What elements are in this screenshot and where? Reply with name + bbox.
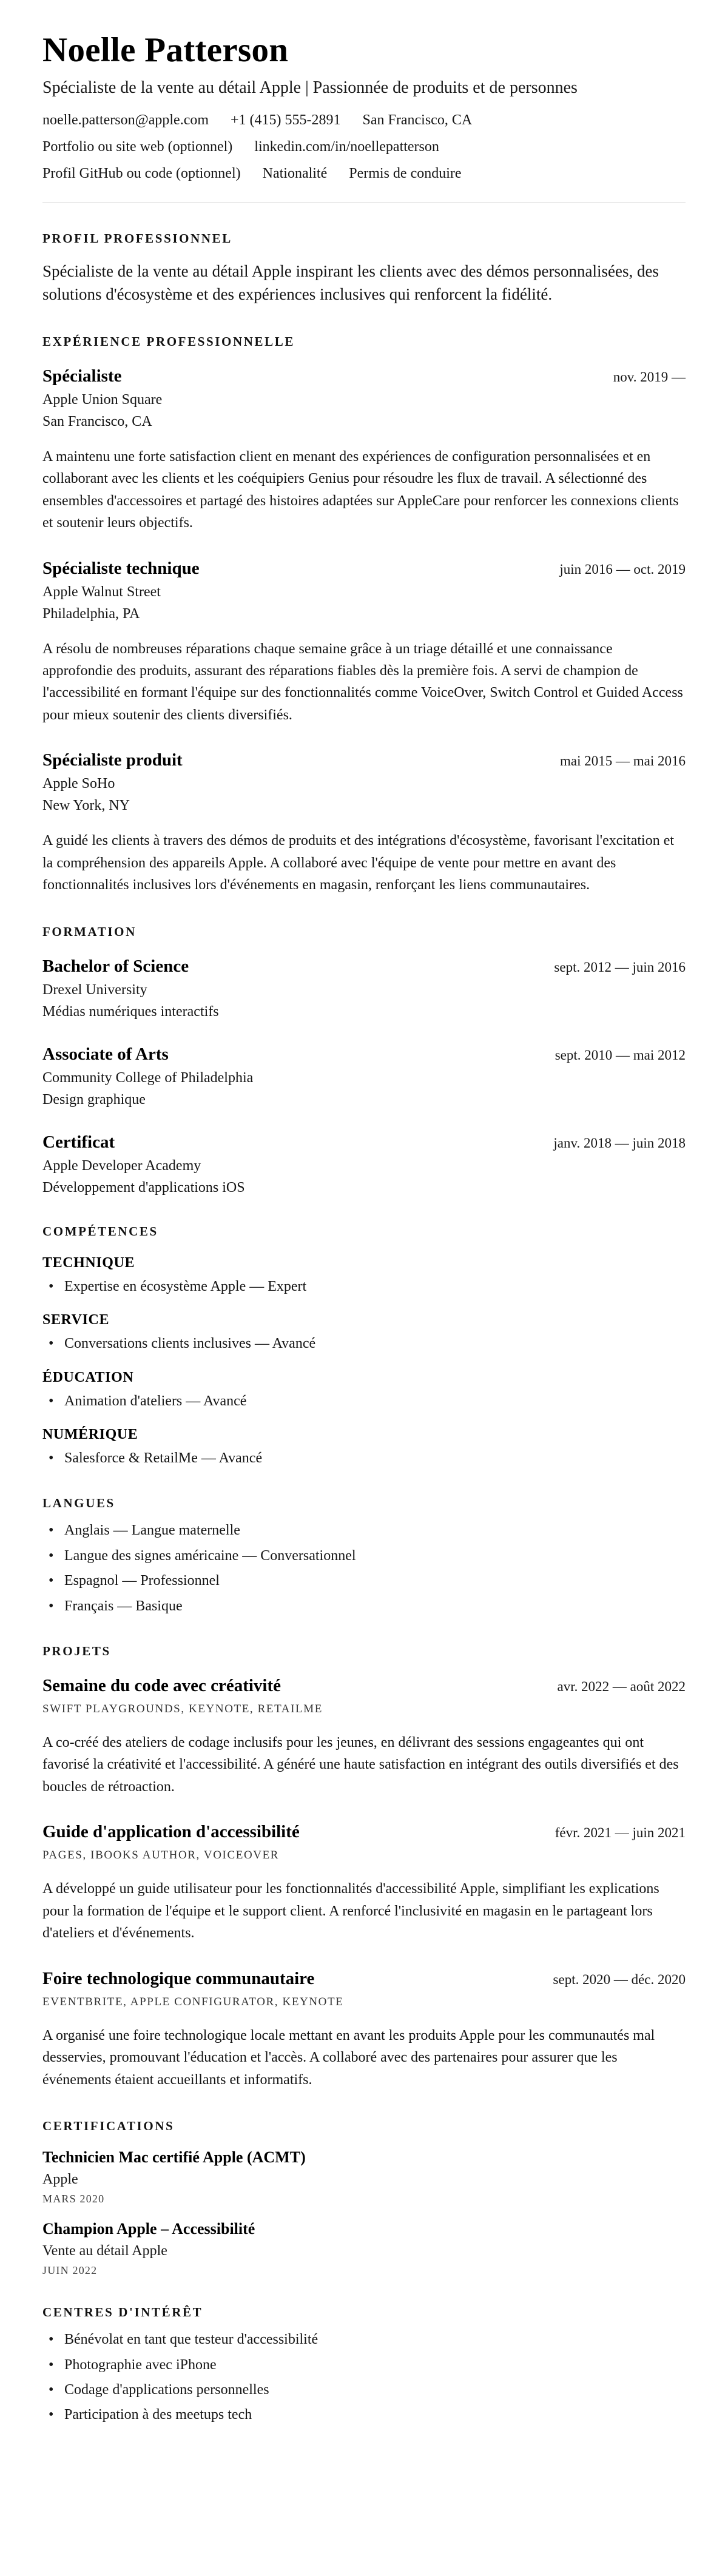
education-entry	[42, 1044, 686, 1108]
job-summary: A maintenu une forte satisfaction client en menant des expériences de configuration personnalisées et en collaborant avec les clients et les coéquipiers Genius pour résoudre les flux de travail. A sélectionné des ensembles d'accessoires et partagé des histoires adaptées sur AppleCare pour renforcer les connexions clients et soutenir leurs objectifs.	[42, 448, 679, 531]
section-title-interests: CENTRES D'INTÉRÊT	[42, 2305, 203, 2320]
experience-entry-head	[42, 559, 686, 579]
skill-list	[42, 1391, 686, 1411]
certification-issuer: Apple	[42, 2171, 78, 2188]
contact-row-3	[42, 166, 686, 182]
certification-issuer: Vente au détail Apple	[42, 2243, 167, 2259]
section-education	[42, 924, 686, 1196]
job-title: Spécialiste	[42, 366, 122, 386]
job-dates: juin 2016 — oct. 2019	[559, 561, 686, 577]
section-title-skills: COMPÉTENCES	[42, 1223, 158, 1239]
experience-entry	[42, 559, 686, 727]
section-experience	[42, 334, 686, 896]
project-tools: EVENTBRITE, APPLE CONFIGURATOR, KEYNOTE	[42, 1995, 344, 2008]
certification-entry	[42, 2220, 686, 2277]
section-interests	[42, 2305, 686, 2425]
job-title: Spécialiste produit	[42, 750, 183, 770]
project-entry	[42, 1969, 686, 2091]
degree-title: Bachelor of Science	[42, 956, 189, 976]
job-title: Spécialiste technique	[42, 558, 200, 578]
project-tools: PAGES, IBOOKS AUTHOR, VOICEOVER	[42, 1849, 280, 1862]
contact-row-2	[42, 139, 686, 155]
interest-item: • Bénévolat en tant que testeur d'accessibilité	[42, 2330, 686, 2349]
language-item: • Langue des signes américaine — Conversationnel	[42, 1546, 686, 1565]
certification-date: MARS 2020	[42, 2193, 105, 2205]
experience-entry-head	[42, 366, 686, 386]
skill-list	[42, 1448, 686, 1468]
contact-nationality: Nationalité	[262, 166, 328, 181]
project-entry-head	[42, 1676, 686, 1696]
contact-portfolio: Portfolio ou site web (optionnel)	[42, 139, 233, 155]
skill-group-label: NUMÉRIQUE	[42, 1426, 138, 1442]
field-of-study: Développement d'applications iOS	[42, 1179, 245, 1196]
skill-item: • Conversations clients inclusives — Avancé	[42, 1334, 686, 1353]
interest-item: • Photographie avec iPhone	[42, 2355, 686, 2375]
person-name: Noelle Patterson	[42, 31, 289, 69]
experience-entry-head	[42, 750, 686, 770]
section-title-projects: PROJETS	[42, 1643, 111, 1658]
section-title-languages: LANGUES	[42, 1496, 115, 1511]
contact-github: Profil GitHub ou code (optionnel)	[42, 166, 241, 181]
school-name: Community College of Philadelphia	[42, 1069, 254, 1086]
contact-location: San Francisco, CA	[362, 112, 473, 128]
language-item: • Anglais — Langue maternelle	[42, 1521, 686, 1540]
resume-header	[42, 30, 686, 203]
project-entry	[42, 1822, 686, 1944]
degree-dates: sept. 2010 — mai 2012	[554, 1047, 686, 1063]
language-list	[42, 1521, 686, 1616]
experience-entry	[42, 366, 686, 534]
skill-item: • Animation d'ateliers — Avancé	[42, 1391, 686, 1411]
section-title-education: FORMATION	[42, 924, 136, 939]
skill-item: • Expertise en écosystème Apple — Expert	[42, 1277, 686, 1296]
job-location: San Francisco, CA	[42, 413, 152, 429]
section-projects	[42, 1644, 686, 2091]
skill-group-label: SERVICE	[42, 1312, 110, 1328]
skill-item: • Salesforce & RetailMe — Avancé	[42, 1448, 686, 1468]
language-item: • Français — Basique	[42, 1596, 686, 1616]
project-dates: févr. 2021 — juin 2021	[554, 1825, 686, 1841]
profile-text: Spécialiste de la vente au détail Apple inspirant les clients avec des démos personnalisées, des solutions d'écosystème et des expériences inclusives qui renforcent la fidélité.	[42, 262, 659, 304]
job-dates: nov. 2019 —	[613, 369, 686, 385]
project-dates: avr. 2022 — août 2022	[557, 1678, 686, 1694]
skill-list	[42, 1277, 686, 1296]
skill-group-label: ÉDUCATION	[42, 1369, 134, 1385]
person-tagline: Spécialiste de la vente au détail Apple | Passionnée de produits et de personnes	[42, 78, 578, 97]
education-entry-head	[42, 1044, 686, 1064]
job-dates: mai 2015 — mai 2016	[560, 753, 686, 769]
school-name: Apple Developer Academy	[42, 1157, 201, 1174]
field-of-study: Design graphique	[42, 1091, 146, 1108]
education-entry-head	[42, 957, 686, 977]
job-summary: A guidé les clients à travers des démos de produits et des intégrations d'écosystème, favorisant l'excitation et la compréhension des appareils Apple. A collaboré avec l'équipe de vente pour mettre en avant des fonctionnalités inclusives lors d'événements en magasin, renforçant les liens communautaires.	[42, 833, 675, 893]
section-title-profile: PROFIL PROFESSIONNEL	[42, 231, 232, 246]
skill-list	[42, 1334, 686, 1353]
project-summary: A développé un guide utilisateur pour les fonctionnalités d'accessibilité Apple, simplifiant les explications pour la formation de l'équipe et le support client. A renforcé l'inclusivité en magasin en le partageant lors d'ateliers et d'événements.	[42, 1881, 659, 1942]
education-entry-head	[42, 1132, 686, 1152]
education-entry	[42, 957, 686, 1020]
section-title-certifications: CERTIFICATIONS	[42, 2119, 175, 2134]
field-of-study: Médias numériques interactifs	[42, 1003, 219, 1020]
interest-item: • Participation à des meetups tech	[42, 2405, 686, 2424]
contact-email: noelle.patterson@apple.com	[42, 112, 209, 128]
job-company: Apple SoHo	[42, 776, 115, 792]
section-title-experience: EXPÉRIENCE PROFESSIONNELLE	[42, 334, 295, 349]
job-summary: A résolu de nombreuses réparations chaque semaine grâce à un triage détaillé et une connaissance approfondie des produits, assurant des réparations fiables dès la première fois. A servi de champion de l'accessibilité en formant l'équipe sur des fonctionnalités comme VoiceOver, Switch Control et Guided Access pour mieux soutenir des clients diversifiés.	[42, 641, 683, 723]
section-profile	[42, 231, 686, 306]
contact-block	[42, 112, 686, 182]
skill-group-label: TECHNIQUE	[42, 1254, 135, 1271]
certification-title: Champion Apple – Accessibilité	[42, 2220, 255, 2238]
job-company: Apple Walnut Street	[42, 583, 161, 600]
contact-phone: +1 (415) 555-2891	[231, 112, 341, 128]
certification-entry	[42, 2148, 686, 2205]
project-summary: A organisé une foire technologique locale mettant en avant les produits Apple pour les communautés mal desservies, promouvant l'éducation et l'accès. A collaboré avec des partenaires pour assurer que les événements étaient accueillants et informatifs.	[42, 2027, 655, 2088]
interest-list	[42, 2330, 686, 2425]
project-entry-head	[42, 1969, 686, 1989]
school-name: Drexel University	[42, 981, 147, 998]
skill-group	[42, 1255, 686, 1296]
project-dates: sept. 2020 — déc. 2020	[553, 1971, 686, 1987]
project-entry-head	[42, 1822, 686, 1842]
degree-title: Associate of Arts	[42, 1044, 169, 1064]
project-summary: A co-créé des ateliers de codage inclusifs pour les jeunes, en délivrant des sessions engageantes qui ont favorisé la créativité et l'accessibilité. A généré une haute satisfaction en intégrant des outils diversifiés et des boucles de rétroaction.	[42, 1734, 679, 1795]
project-entry	[42, 1676, 686, 1798]
degree-title: Certificat	[42, 1132, 115, 1152]
degree-dates: janv. 2018 — juin 2018	[553, 1135, 686, 1151]
section-languages	[42, 1496, 686, 1616]
contact-license: Permis de conduire	[349, 166, 462, 181]
skill-group	[42, 1312, 686, 1353]
degree-dates: sept. 2012 — juin 2016	[554, 959, 686, 975]
skill-group	[42, 1427, 686, 1468]
project-title: Foire technologique communautaire	[42, 1968, 315, 1988]
project-tools: SWIFT PLAYGROUNDS, KEYNOTE, RETAILME	[42, 1702, 323, 1715]
job-location: Philadelphia, PA	[42, 605, 140, 622]
certification-title: Technicien Mac certifié Apple (ACMT)	[42, 2148, 306, 2167]
experience-entry	[42, 750, 686, 896]
language-item: • Espagnol — Professionnel	[42, 1571, 686, 1590]
skill-group	[42, 1370, 686, 1411]
contact-linkedin: linkedin.com/in/noellepatterson	[254, 139, 439, 155]
project-title: Guide d'application d'accessibilité	[42, 1822, 300, 1842]
certification-date: JUIN 2022	[42, 2264, 98, 2277]
education-entry	[42, 1132, 686, 1196]
job-location: New York, NY	[42, 798, 130, 814]
job-company: Apple Union Square	[42, 391, 163, 408]
interest-item: • Codage d'applications personnelles	[42, 2380, 686, 2399]
contact-row-1	[42, 112, 686, 129]
section-skills	[42, 1224, 686, 1468]
section-certifications	[42, 2119, 686, 2277]
project-title: Semaine du code avec créativité	[42, 1675, 281, 1695]
